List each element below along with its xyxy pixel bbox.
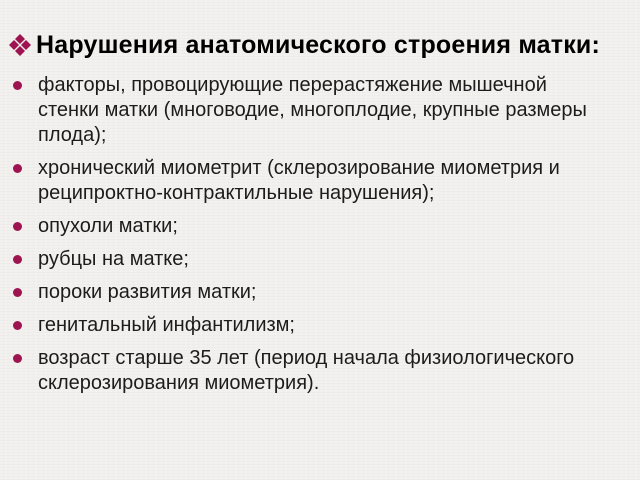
text-line: стенки матки (многоводие, многоплодие, крупные размеры <box>38 99 587 121</box>
text-line: опухоли матки; <box>38 215 178 237</box>
bullet-list <box>8 73 632 396</box>
bullet-dot-icon <box>13 354 22 363</box>
list-item <box>8 280 632 305</box>
bullet-dot-icon <box>13 321 22 330</box>
list-item-text <box>38 247 632 272</box>
list-item-text <box>38 214 632 239</box>
text-line: склерозирования миометрия). <box>38 372 320 394</box>
list-item-text <box>38 313 632 338</box>
list-item <box>8 313 632 338</box>
list-item-text <box>38 73 632 148</box>
list-item <box>8 73 632 148</box>
text-line: реципроктно-контрактильные нарушения); <box>38 182 435 204</box>
text-line: генитальный инфантилизм; <box>38 314 295 336</box>
diamond-cluster-icon <box>8 33 32 57</box>
list-item <box>8 247 632 272</box>
list-item-text <box>38 346 632 396</box>
bullet-dot-icon <box>13 255 22 264</box>
slide-title-row <box>8 30 632 61</box>
text-line: факторы, провоцирующие перерастяжение мышечной <box>38 74 547 96</box>
text-line: плода); <box>38 124 107 146</box>
list-item <box>8 214 632 239</box>
list-item <box>8 156 632 206</box>
bullet-dot-icon <box>13 288 22 297</box>
text-line: пороки развития матки; <box>38 281 257 303</box>
text-line: возраст старше 35 лет (период начала физиологического <box>38 347 575 369</box>
text-line: рубцы на матке; <box>38 248 189 270</box>
slide-title: Нарушения анатомического строения матки: <box>36 31 601 59</box>
list-item-text <box>38 156 632 206</box>
text-line: хронический миометрит (склерозирование миометрия и <box>38 157 560 179</box>
bullet-dot-icon <box>13 164 22 173</box>
bullet-dot-icon <box>13 81 22 90</box>
bullet-dot-icon <box>13 222 22 231</box>
list-item-text <box>38 280 632 305</box>
list-item <box>8 346 632 396</box>
